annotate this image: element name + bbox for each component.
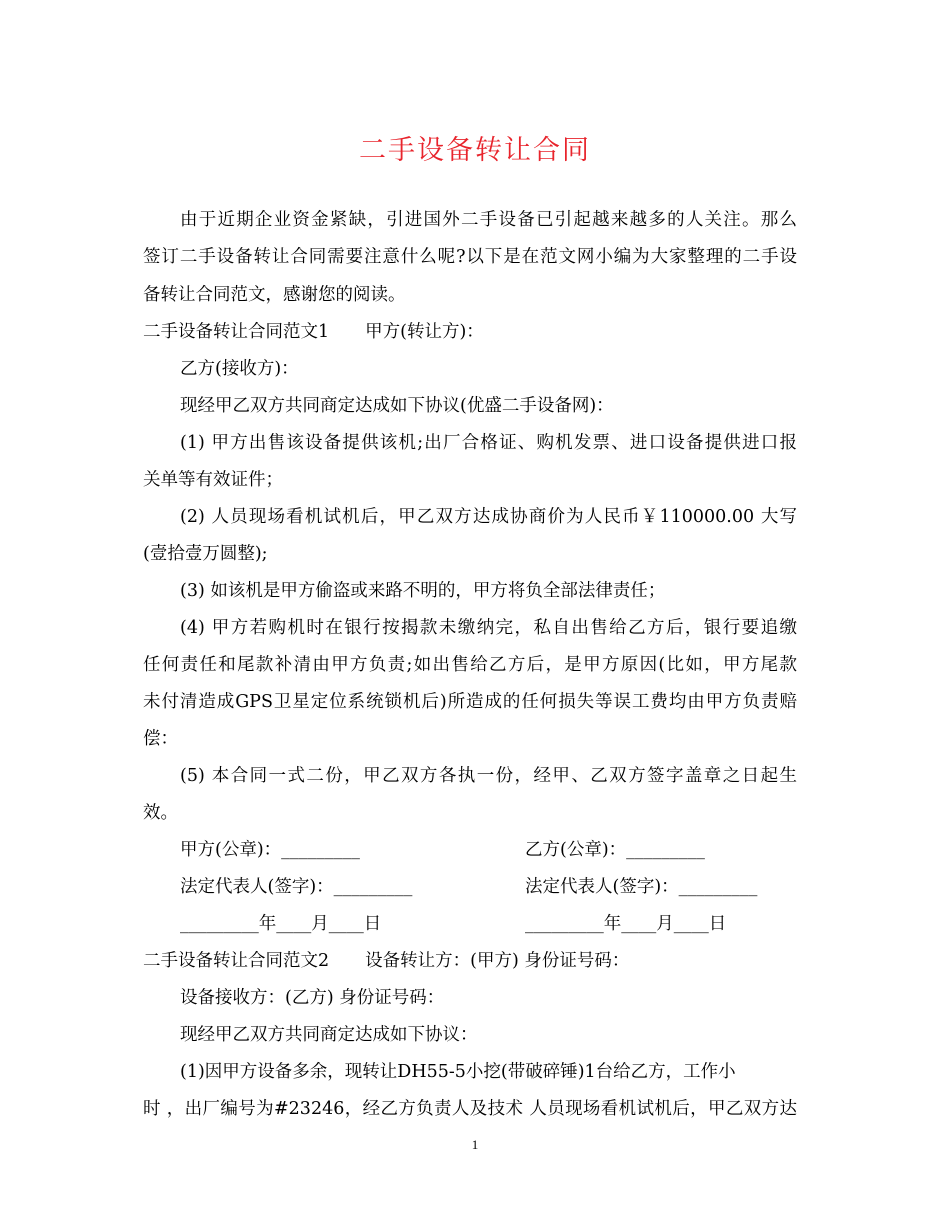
sample1-heading: 二手设备转让合同范文1	[143, 322, 330, 342]
sign-b-rep: 法定代表人(签字)：_________	[525, 877, 758, 897]
party-b-label: 乙方(接收方)：	[180, 359, 299, 379]
clause3-line-1: (3) 如该机是甲方偷盗或来路不明的，甲方将负全部法律责任；	[180, 581, 666, 601]
clause2-line-2: (壹拾壹万圆整);	[143, 544, 268, 564]
date-a: _________年____月____日	[180, 914, 382, 934]
clause4-line-3: 未付清造成GPS卫星定位系统锁机后)所造成的任何损失等误工费均由甲方负责赔	[143, 692, 797, 712]
sample2-heading-line	[143, 949, 629, 973]
receiver-label: 设备接收方：(乙方) 身份证号码：	[180, 988, 445, 1008]
s2-clause1-line-1: (1)因甲方设备多余，现转让DH55-5小挖(带破碎锤)1台给乙方，工作小	[180, 1062, 736, 1082]
sample2-heading: 二手设备转让合同范文2	[143, 951, 330, 971]
sample1-agreement: 现经甲乙双方共同商定达成如下协议(优盛二手设备网)：	[180, 396, 614, 416]
clause4-line-4: 偿：	[143, 729, 178, 749]
clause2-line-1: (2) 人员现场看机试机后，甲乙双方达成协商价为人民币￥110000.00 大写	[180, 507, 797, 527]
party-a-label: 甲方(转让方)：	[365, 322, 484, 342]
s2-clause1-line-2: 时 ，出厂编号为#23246，经乙方负责人及技术 人员现场看机试机后，甲乙双方达	[143, 1099, 797, 1119]
date-b: _________年____月____日	[525, 914, 727, 934]
clause1-line-2: 关单等有效证件；	[143, 470, 283, 490]
clause1-line-1: (1) 甲方出售该设备提供该机;出厂合格证、购机发票、进口设备提供进口报	[180, 433, 797, 453]
sign-a-rep: 法定代表人(签字)：_________	[180, 877, 413, 897]
clause4-line-1: (4) 甲方若购机时在银行按揭款未缴纳完，私自出售给乙方后，银行要追缴	[180, 618, 797, 638]
intro-line-2: 签订二手设备转让合同需要注意什么呢?以下是在范文网小编为大家整理的二手设	[143, 247, 797, 267]
transferor-label: 设备转让方：(甲方) 身份证号码：	[365, 951, 630, 971]
clause5-line-2: 效。	[143, 803, 178, 823]
intro-line-3: 备转让合同范文，感谢您的阅读。	[143, 285, 406, 305]
sign-b-seal: 乙方(公章)：_________	[525, 840, 705, 860]
sample1-heading-line	[143, 320, 484, 344]
clause5-line-1: (5) 本合同一式二份，甲乙双方各执一份，经甲、乙双方签字盖章之日起生	[180, 766, 797, 786]
intro-line-1: 由于近期企业资金紧缺，引进国外二手设备已引起越来越多的人关注。那么	[180, 210, 797, 230]
clause4-line-2: 任何责任和尾款补清由甲方负责;如出售给乙方后，是甲方原因(比如，甲方尾款	[143, 655, 797, 675]
sign-a-seal: 甲方(公章)：_________	[180, 840, 360, 860]
document-title: 二手设备转让合同	[359, 135, 591, 166]
sample2-agreement: 现经甲乙双方共同商定达成如下协议：	[180, 1025, 478, 1045]
page-number: 1	[471, 1137, 479, 1152]
